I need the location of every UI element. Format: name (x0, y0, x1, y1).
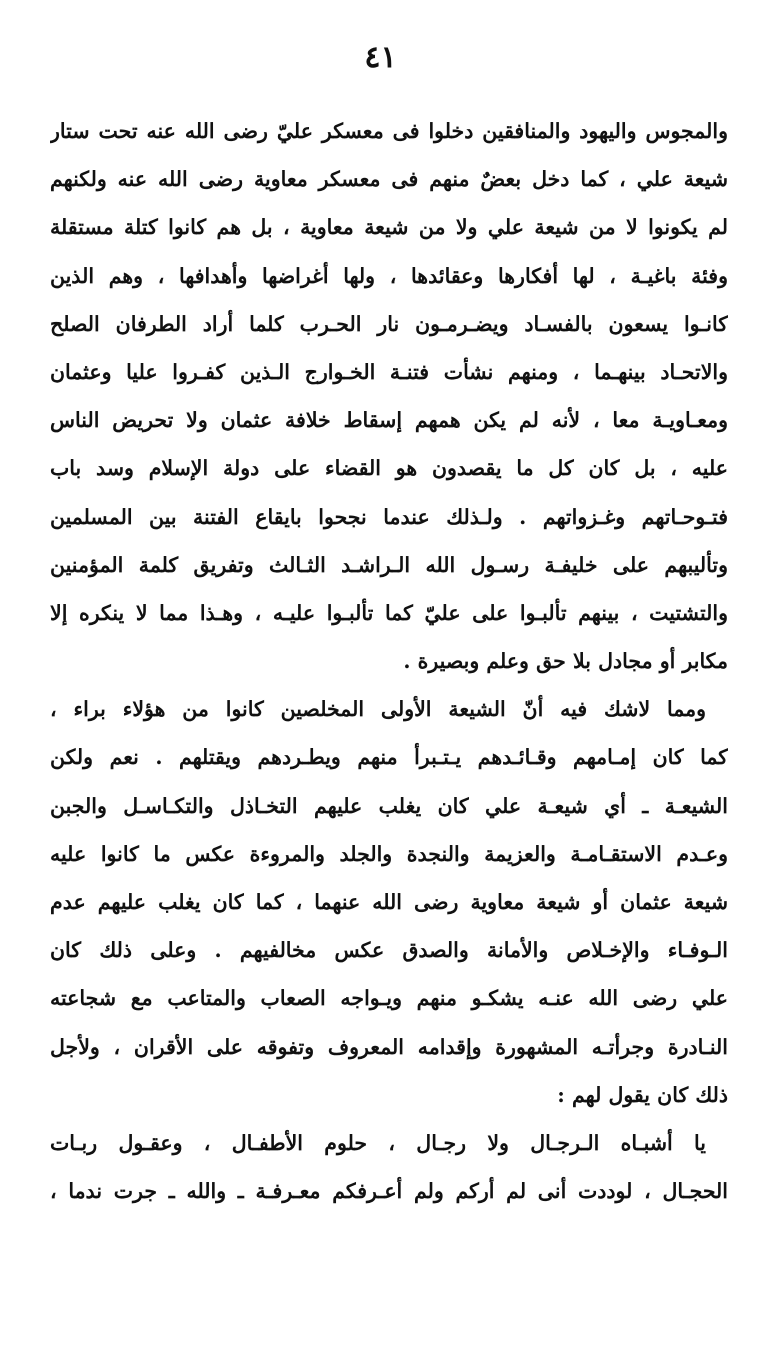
text-line: الشيعـة ـ أي شيعـة علي كان يغلب عليهم التخـاذل والتكـاسـل والجبن (50, 793, 728, 818)
text-line: علي رضى الله عنـه يشكـو منهم ويـواجه الصعاب والمتاعب مع شجاعته (50, 986, 728, 1011)
text-line: شيعة عثمان أو شيعة معاوية رضى الله عنهما ، كما كان يغلب عليهم عدم (50, 890, 728, 914)
text-line: يا أشبـاه الـرجـال ولا رجـال ، حلوم الأطفـال ، وعقـول ربـات (50, 1130, 706, 1155)
body-text (50, 107, 728, 1215)
text-line: ومعـاويـة معا ، لأنه لم يكن همهم إسقاط خلافة عثمان ولا تحريض الناس (50, 408, 728, 433)
text-line: ذلك كان يقول لهم : (557, 1082, 728, 1107)
text-line: شيعة علي ، كما دخل بعضٌ منهم فى معسكر معاوية رضى الله عنه ولكنهم (50, 167, 728, 192)
text-line: والتشتيت ، بينهم تألبـوا على عليّ كما تألبـوا عليـه ، وهـذا مما لا ينكره إلا (50, 600, 728, 625)
text-line: لم يكونوا لا من شيعة علي ولا من شيعة معاوية ، بل هم كانوا كتلة مستقلة (50, 215, 728, 240)
text-line: عليه ، بل كان كل ما يقصدون هو القضاء على دولة الإسلام وسد باب (50, 456, 728, 481)
text-line: وعـدم الاستقـامـة والعزيمة والنجدة والجلد والمروءة عكس ما كانوا عليه (50, 841, 728, 866)
text-line: مكابر أو مجادل بلا حق وعلم وبصيرة . (403, 649, 728, 674)
text-line: وفئة باغيـة ، لها أفكارها وعقائدها ، ولها أغراضها وأهدافها ، وهم الذين (50, 263, 728, 288)
text-line: وتأليبهم على خليفـة رسـول الله الـراشـد الثـالث وتفريق كلمة المؤمنين (50, 552, 728, 577)
text-line: ومما لاشك فيه أنّ الشيعة الأولى المخلصين كانوا من هؤلاء براء ، (50, 697, 706, 722)
text-line: النـادرة وجرأتـه المشهورة وإقدامه المعروف وتفوقه على الأقران ، ولأجل (50, 1034, 728, 1059)
text-line: كما كان إمـامهم وقـائـدهم يـتـبرأ منهم ويطـردهم ويقتلهم . نعم ولكن (50, 745, 728, 770)
text-line: الـوفـاء والإخـلاص والأمانة والصدق عكس مخالفيهم . وعلى ذلك كان (50, 938, 728, 963)
text-line: والمجوس واليهود والمنافقين دخلوا فى معسكر عليّ رضى الله عنه تحت ستار (50, 119, 728, 143)
text-line: والاتحـاد بينهـما ، ومنهم نشأت فتنـة الخـوارج الـذين كفـروا عليا وعثمان (50, 359, 728, 384)
text-line: الحجـال ، لوددت أنى لم أركم ولم أعـرفكم معـرفـة ـ والله ـ جرت ندما ، (50, 1179, 728, 1204)
text-line: كانـوا يسعون بالفسـاد ويضـرمـون نار الحـرب كلما أراد الطرفان الصلح (50, 311, 728, 336)
page-number: ٤١ (364, 40, 397, 75)
text-line: فتـوحـاتهم وغـزواتهم . ولـذلك عندما نجحوا بايقاع الفتنة بين المسلمين (50, 504, 728, 529)
